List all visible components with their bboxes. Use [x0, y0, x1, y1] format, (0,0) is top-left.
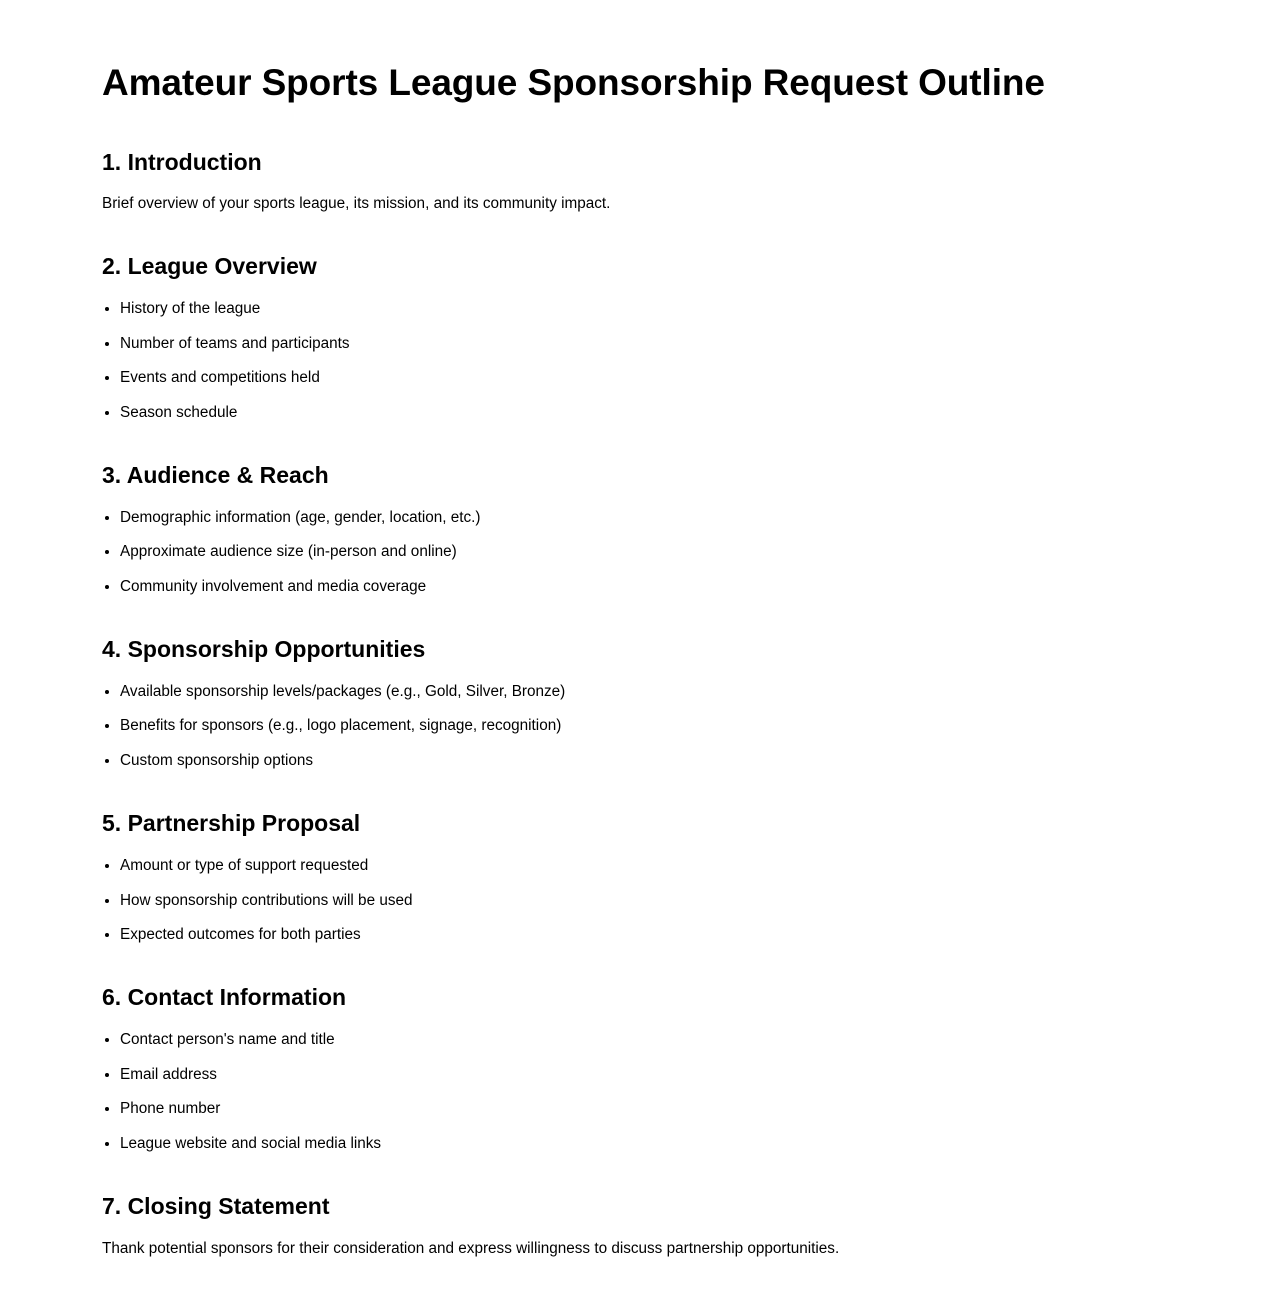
document-section [102, 1193, 1218, 1260]
list-item [102, 715, 1218, 737]
bullet-list [102, 855, 1218, 947]
list-item [102, 402, 1218, 424]
section-heading: 5. Partnership Proposal [102, 810, 361, 837]
document-section [102, 636, 1218, 772]
list-item-label: Season schedule [120, 403, 238, 421]
list-item-label: Number of teams and participants [120, 334, 350, 352]
bullet-point-icon [105, 411, 109, 415]
list-item-label: Demographic information (age, gender, location, etc.) [120, 508, 481, 526]
list-item [102, 367, 1218, 389]
bullet-point-icon [105, 1107, 109, 1111]
bullet-point-icon [105, 376, 109, 380]
document-section [102, 149, 1218, 216]
section-heading: 3. Audience & Reach [102, 462, 329, 489]
list-item [102, 681, 1218, 703]
bullet-point-icon [105, 585, 109, 589]
bullet-point-icon [105, 516, 109, 520]
list-item-label: Benefits for sponsors (e.g., logo placement, signage, recognition) [120, 717, 562, 735]
bullet-point-icon [105, 1142, 109, 1146]
list-item-label: Available sponsorship levels/packages (e.g., Gold, Silver, Bronze) [120, 682, 566, 700]
section-heading: 2. League Overview [102, 253, 317, 280]
section-heading: 7. Closing Statement [102, 1193, 330, 1220]
list-item [102, 1133, 1218, 1155]
list-item [102, 1064, 1218, 1086]
list-item [102, 576, 1218, 598]
list-item [102, 750, 1218, 772]
bullet-point-icon [105, 1038, 109, 1042]
list-item [102, 507, 1218, 529]
bullet-point-icon [105, 307, 109, 311]
bullet-list [102, 681, 1218, 773]
section-heading: 6. Contact Information [102, 984, 347, 1011]
bullet-point-icon [105, 933, 109, 937]
list-item-label: Approximate audience size (in-person and online) [120, 543, 457, 561]
section-heading: 4. Sponsorship Opportunities [102, 636, 426, 663]
bullet-point-icon [105, 342, 109, 346]
list-item [102, 890, 1218, 912]
bullet-point-icon [105, 899, 109, 903]
bullet-point-icon [105, 1073, 109, 1077]
list-item [102, 1029, 1218, 1051]
list-item [102, 298, 1218, 320]
list-item-label: How sponsorship contributions will be used [120, 891, 413, 909]
list-item [102, 924, 1218, 946]
list-item-label: Community involvement and media coverage [120, 578, 427, 596]
section-paragraph: Thank potential sponsors for their consideration and express willingness to discuss partnership opportunities. [102, 1239, 840, 1257]
list-item [102, 1098, 1218, 1120]
page-title: Amateur Sports League Sponsorship Request Outline [102, 62, 1045, 103]
document-section [102, 810, 1218, 946]
document-section [102, 253, 1218, 424]
list-item [102, 541, 1218, 563]
bullet-point-icon [105, 759, 109, 763]
list-item [102, 855, 1218, 877]
bullet-list [102, 1029, 1218, 1155]
list-item-label: Expected outcomes for both parties [120, 926, 361, 944]
document-section [102, 462, 1218, 598]
bullet-list [102, 298, 1218, 424]
sections-container [102, 149, 1218, 1260]
list-item-label: History of the league [120, 299, 261, 317]
list-item-label: Email address [120, 1065, 217, 1083]
list-item-label: Events and competitions held [120, 369, 320, 387]
bullet-point-icon [105, 724, 109, 728]
document-section [102, 984, 1218, 1155]
list-item-label: Amount or type of support requested [120, 856, 369, 874]
list-item-label: Contact person's name and title [120, 1031, 335, 1049]
bullet-point-icon [105, 864, 109, 868]
list-item [102, 333, 1218, 355]
bullet-point-icon [105, 690, 109, 694]
list-item-label: Phone number [120, 1100, 221, 1118]
bullet-point-icon [105, 550, 109, 554]
section-paragraph: Brief overview of your sports league, its mission, and its community impact. [102, 195, 611, 213]
list-item-label: Custom sponsorship options [120, 752, 314, 770]
list-item-label: League website and social media links [120, 1135, 382, 1153]
bullet-list [102, 507, 1218, 599]
section-heading: 1. Introduction [102, 148, 262, 175]
